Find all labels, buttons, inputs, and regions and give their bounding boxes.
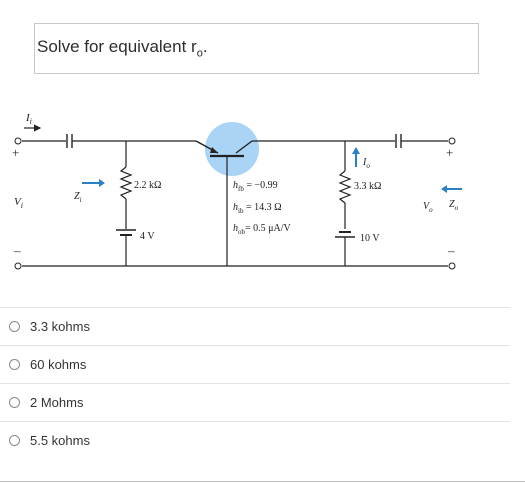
option-4-radio[interactable] xyxy=(9,435,20,446)
answer-options xyxy=(0,307,510,459)
output-plus: + xyxy=(446,145,454,160)
output-voltage-label: $V_o$ xyxy=(423,201,433,214)
output-current-arrowhead xyxy=(352,147,360,154)
option-4-label[interactable]: 5.5 kohms xyxy=(30,433,90,448)
option-2[interactable] xyxy=(0,345,510,383)
option-2-radio[interactable] xyxy=(9,359,20,370)
emitter-resistor-label: 2.2 kΩ xyxy=(134,180,162,191)
output-minus: – xyxy=(448,243,455,258)
param-hib: $h_{ib} = 14.3$ Ω xyxy=(233,202,282,215)
input-current-label: $I_i$ xyxy=(26,112,32,126)
option-3[interactable] xyxy=(0,383,510,421)
question-subscript: o xyxy=(196,47,203,60)
output-terminal-bottom xyxy=(449,263,455,269)
input-voltage-label: $V_i$ xyxy=(14,196,23,210)
emitter-resistor xyxy=(121,167,131,199)
emitter-battery-label: 4 V xyxy=(140,231,155,242)
input-impedance-label: $Z_i$ xyxy=(74,191,82,204)
output-terminal-top xyxy=(449,138,455,144)
question-suffix: . xyxy=(202,37,208,56)
collector-battery-label: 10 V xyxy=(360,233,380,244)
option-3-radio[interactable] xyxy=(9,397,20,408)
input-terminal-top xyxy=(15,138,21,144)
question-text xyxy=(37,37,208,59)
option-1[interactable] xyxy=(0,307,510,345)
option-4[interactable] xyxy=(0,421,510,459)
input-minus: – xyxy=(14,243,21,258)
param-hob: $h_{ob}= 0.5$ μA/V xyxy=(233,223,291,236)
input-plus: + xyxy=(12,145,20,160)
collector-resistor xyxy=(340,171,350,203)
collector-resistor-label: 3.3 kΩ xyxy=(354,181,382,192)
output-impedance-label: $Z_o$ xyxy=(449,199,459,212)
question-box xyxy=(34,23,479,74)
circuit-diagram xyxy=(0,95,475,285)
output-current-label: $I_o$ xyxy=(363,157,370,170)
option-2-label[interactable]: 60 kohms xyxy=(30,357,87,372)
param-hfb: $h_{fb} = -0.99$ xyxy=(233,180,278,193)
input-terminal-bottom xyxy=(15,263,21,269)
input-impedance-arrowhead xyxy=(99,179,105,187)
option-1-radio[interactable] xyxy=(9,321,20,332)
output-impedance-arrowhead xyxy=(441,185,447,193)
bottom-divider xyxy=(0,481,525,482)
option-3-label[interactable]: 2 Mohms xyxy=(30,395,84,410)
question-prefix: Solve for equivalent r xyxy=(37,37,197,56)
option-1-label[interactable]: 3.3 kohms xyxy=(30,319,90,334)
